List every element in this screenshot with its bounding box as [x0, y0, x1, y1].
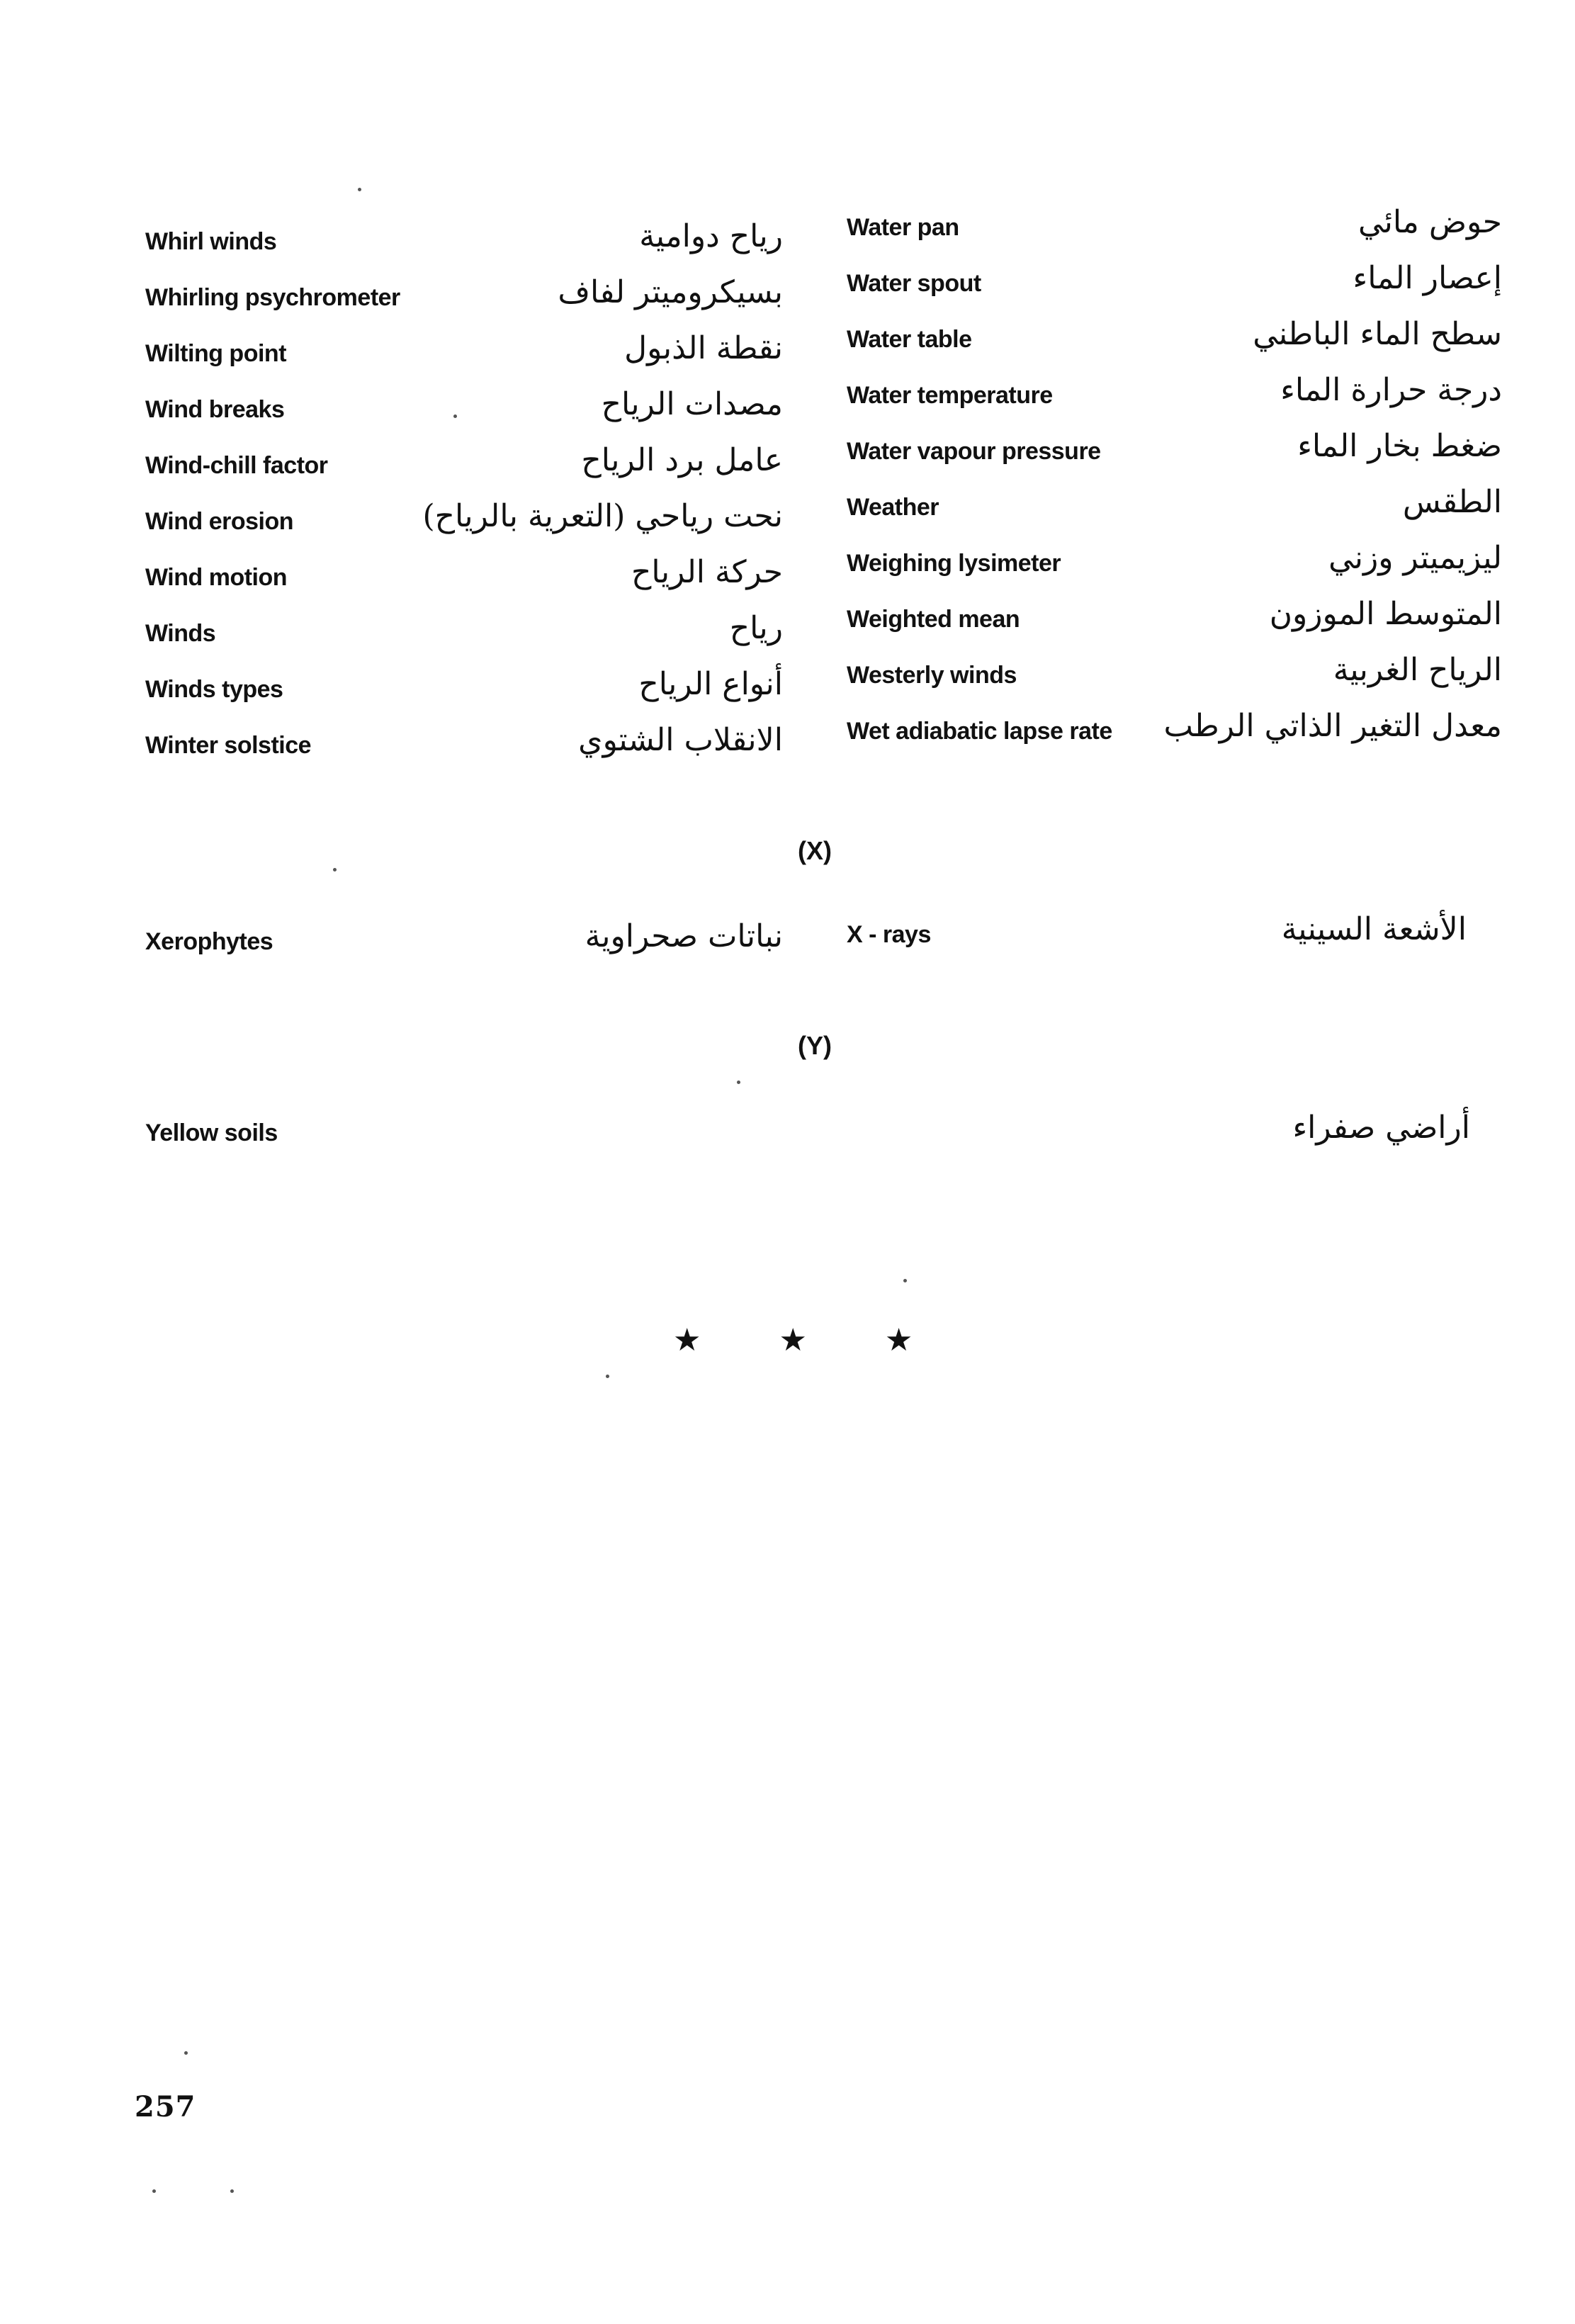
arabic-term: الأشعة السينية	[1281, 911, 1467, 947]
glossary-row	[847, 310, 1502, 366]
page-number: 257	[135, 2090, 196, 2123]
english-term: Westerly winds	[847, 662, 1017, 689]
english-term: Wind-chill factor	[145, 452, 328, 479]
right-column	[847, 198, 1502, 758]
english-term: Winds types	[145, 676, 283, 703]
arabic-term: إعصار الماء	[1353, 260, 1502, 296]
star-icon: ★	[884, 1322, 913, 1358]
section-heading-y: (Y)	[798, 1031, 832, 1060]
section-end-separator	[673, 1322, 956, 1358]
english-term: Water temperature	[847, 382, 1053, 409]
glossary-row	[847, 254, 1502, 310]
scan-speck	[903, 1279, 907, 1282]
section-heading-x: (X)	[798, 836, 832, 865]
arabic-term: بسيكروميتر لفاف	[558, 274, 783, 310]
glossary-row	[145, 325, 783, 380]
arabic-term: ليزيميتر وزني	[1328, 540, 1502, 576]
glossary-row	[847, 590, 1502, 646]
english-term: Wilting point	[145, 340, 287, 367]
arabic-term: أنواع الرياح	[638, 666, 783, 702]
scan-speck	[606, 1375, 609, 1378]
glossary-row	[847, 478, 1502, 534]
arabic-term: الرياح الغربية	[1333, 652, 1502, 688]
scan-speck	[333, 868, 337, 872]
glossary-row	[145, 436, 783, 492]
glossary-row	[145, 269, 783, 325]
glossary-row	[847, 646, 1502, 702]
star-icon: ★	[673, 1322, 701, 1358]
arabic-term: المتوسط الموزون	[1269, 596, 1502, 632]
arabic-term: رياح	[729, 610, 783, 646]
english-term: Wind erosion	[145, 508, 294, 535]
scan-speck	[230, 2189, 234, 2193]
scan-speck	[453, 414, 457, 418]
glossary-row	[847, 702, 1502, 758]
arabic-term: نباتات صحراوية	[585, 918, 783, 954]
english-term: Water table	[847, 326, 972, 353]
arabic-term: درجة حرارة الماء	[1280, 372, 1502, 408]
arabic-term: نحت رياحي (التعرية بالرياح)	[422, 498, 783, 534]
english-term: Whirling psychrometer	[145, 284, 400, 311]
star-icon: ★	[779, 1322, 807, 1358]
english-term: Water vapour pressure	[847, 438, 1101, 465]
arabic-term: الطقس	[1402, 484, 1502, 520]
scan-speck	[184, 2051, 188, 2055]
arabic-term: معدل التغير الذاتي الرطب	[1163, 708, 1502, 744]
english-term: Wind breaks	[145, 396, 285, 423]
arabic-term: الانقلاب الشتوي	[578, 722, 783, 758]
arabic-term: مصدات الرياح	[601, 386, 783, 422]
arabic-term: نقطة الذبول	[624, 330, 783, 366]
glossary-row	[145, 548, 783, 604]
english-term: Wet adiabatic lapse rate	[847, 718, 1112, 745]
english-term: Winds	[145, 620, 216, 647]
english-term: Water spout	[847, 270, 981, 297]
glossary-row	[847, 534, 1502, 590]
arabic-term: ضغط بخار الماء	[1297, 428, 1502, 464]
english-term: Yellow soils	[145, 1119, 278, 1146]
english-term: Whirl winds	[145, 228, 277, 255]
glossary-row	[145, 213, 783, 269]
english-term: Winter solstice	[145, 732, 312, 759]
glossary-row	[145, 604, 783, 660]
glossary-row	[145, 716, 783, 772]
arabic-term: حركة الرياح	[631, 554, 783, 590]
scan-speck	[358, 188, 361, 191]
english-term: Wind motion	[145, 564, 288, 591]
english-term: Xerophytes	[145, 928, 273, 955]
english-term: Weighing lysimeter	[847, 550, 1061, 577]
arabic-term: أراضي صفراء	[1292, 1110, 1470, 1146]
english-term: Weighted mean	[847, 606, 1020, 633]
glossary-row	[847, 366, 1502, 422]
scan-speck	[152, 2189, 156, 2193]
scan-speck	[737, 1081, 740, 1084]
english-term: Water pan	[847, 214, 959, 241]
arabic-term: سطح الماء الباطني	[1253, 316, 1502, 352]
left-column	[145, 213, 783, 772]
arabic-term: حوض مائي	[1357, 204, 1502, 240]
glossary-row	[847, 422, 1502, 478]
glossary-row	[145, 660, 783, 716]
glossary-row	[145, 492, 783, 548]
arabic-term: عامل برد الرياح	[581, 442, 783, 478]
glossary-row	[145, 380, 783, 436]
glossary-row	[847, 198, 1502, 254]
arabic-term: رياح دوامية	[639, 218, 783, 254]
english-term: X - rays	[847, 921, 931, 948]
english-term: Weather	[847, 494, 939, 521]
